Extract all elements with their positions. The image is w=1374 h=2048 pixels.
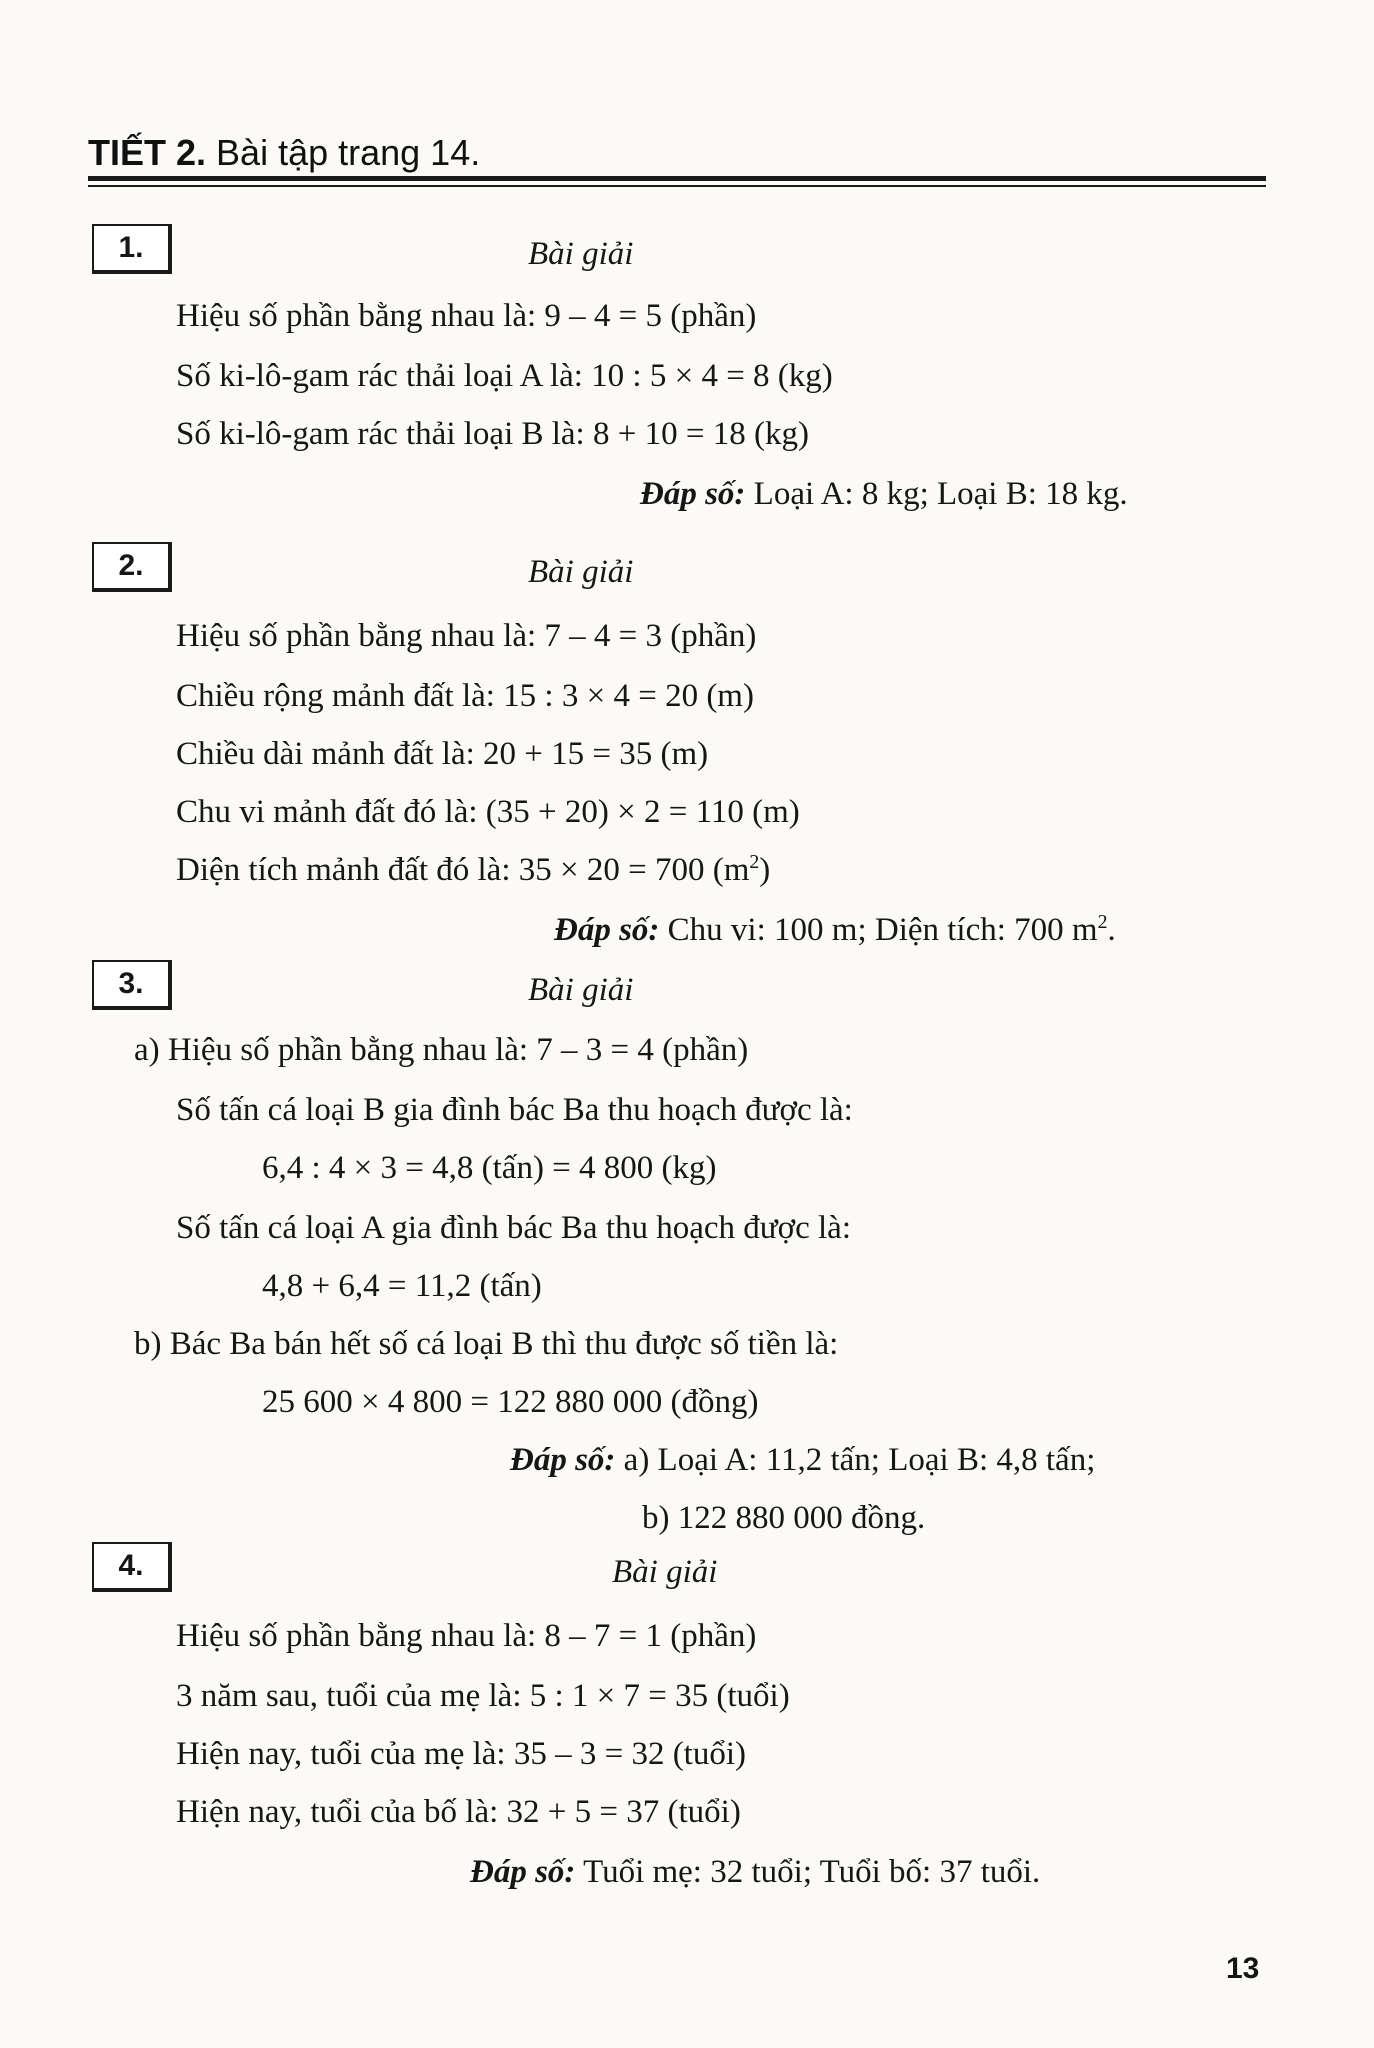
problem-3-answer (510, 1444, 1095, 1477)
problem-1-answer (640, 478, 1128, 511)
problem-2-line-5 (176, 851, 771, 888)
line-text: Diện tích mảnh đất đó là: 35 × 20 = 700 (m (176, 852, 750, 888)
problem-3-number-box: 3. (92, 960, 172, 1010)
heading-rule-thick (88, 176, 1266, 181)
problem-4-line-4: Hiện nay, tuổi của bố là: 32 + 5 = 37 (tuổi) (176, 1794, 741, 1830)
problem-1-number-box: 1. (92, 224, 172, 274)
problem-2-line-4: Chu vi mảnh đất đó là: (35 + 20) × 2 = 110 (m) (176, 794, 800, 830)
problem-4-answer (470, 1856, 1040, 1889)
problem-2-number-box: 2. (92, 542, 172, 592)
problem-3-line-1: a) Hiệu số phần bằng nhau là: 7 – 3 = 4 (phần) (134, 1032, 749, 1068)
problem-1-line-1: Hiệu số phần bằng nhau là: 9 – 4 = 5 (phần) (176, 298, 757, 334)
answer-end: . (1107, 912, 1116, 948)
problem-3-line-6: b) Bác Ba bán hết số cá loại B thì thu được số tiền là: (134, 1326, 839, 1362)
problem-3-line-4: Số tấn cá loại A gia đình bác Ba thu hoạch được là: (176, 1210, 852, 1246)
problem-4-line-3: Hiện nay, tuổi của mẹ là: 35 – 3 = 32 (tuổi) (176, 1736, 747, 1772)
answer-label: Đáp số: (510, 1442, 616, 1478)
problem-2-heading: Bài giải (528, 554, 634, 590)
problem-3-line-3: 6,4 : 4 × 3 = 4,8 (tấn) = 4 800 (kg) (262, 1150, 717, 1186)
problem-2-line-2: Chiều rộng mảnh đất là: 15 : 3 × 4 = 20 (m) (176, 678, 754, 714)
superscript: 2 (749, 851, 760, 873)
problem-3-heading: Bài giải (528, 972, 634, 1008)
problem-4-line-2: 3 năm sau, tuổi của mẹ là: 5 : 1 × 7 = 35 (tuổi) (176, 1678, 790, 1714)
answer-text: Tuổi mẹ: 32 tuổi; Tuổi bố: 37 tuổi. (583, 1854, 1041, 1890)
problem-1-line-3: Số ki-lô-gam rác thải loại B là: 8 + 10 = 18 (kg) (176, 416, 809, 452)
problem-1-heading: Bài giải (528, 236, 634, 272)
problem-3-line-5: 4,8 + 6,4 = 11,2 (tấn) (262, 1268, 542, 1304)
problem-4-heading: Bài giải (612, 1554, 718, 1590)
section-heading (88, 132, 480, 174)
answer-label: Đáp số: (554, 912, 660, 948)
answer-superscript: 2 (1097, 911, 1108, 933)
answer-label: Đáp số: (470, 1854, 576, 1890)
problem-3-line-2: Số tấn cá loại B gia đình bác Ba thu hoạch được là: (176, 1092, 853, 1128)
section-title: Bài tập trang 14. (216, 132, 481, 173)
answer-label: Đáp số: (640, 476, 746, 512)
problem-2-answer (554, 911, 1116, 948)
line-end: ) (759, 852, 771, 888)
section-tiet-label: TIẾT 2. (88, 132, 207, 173)
problem-3-answer-line-2: b) 122 880 000 đồng. (642, 1500, 926, 1536)
problem-2-line-1: Hiệu số phần bằng nhau là: 7 – 4 = 3 (phần) (176, 618, 757, 654)
heading-rule-thin (88, 185, 1266, 187)
problem-4-line-1: Hiệu số phần bằng nhau là: 8 – 7 = 1 (phần) (176, 1618, 757, 1654)
answer-text: Chu vi: 100 m; Diện tích: 700 m (667, 912, 1098, 948)
problem-4-number-box: 4. (92, 1542, 172, 1592)
answer-text: Loại A: 8 kg; Loại B: 18 kg. (753, 476, 1128, 512)
answer-text: a) Loại A: 11,2 tấn; Loại B: 4,8 tấn; (623, 1442, 1096, 1478)
problem-2-line-3: Chiều dài mảnh đất là: 20 + 15 = 35 (m) (176, 736, 709, 772)
problem-3-line-7: 25 600 × 4 800 = 122 880 000 (đồng) (262, 1384, 759, 1420)
problem-1-line-2: Số ki-lô-gam rác thải loại A là: 10 : 5 × 4 = 8 (kg) (176, 358, 833, 394)
page-number: 13 (1226, 1952, 1260, 1985)
